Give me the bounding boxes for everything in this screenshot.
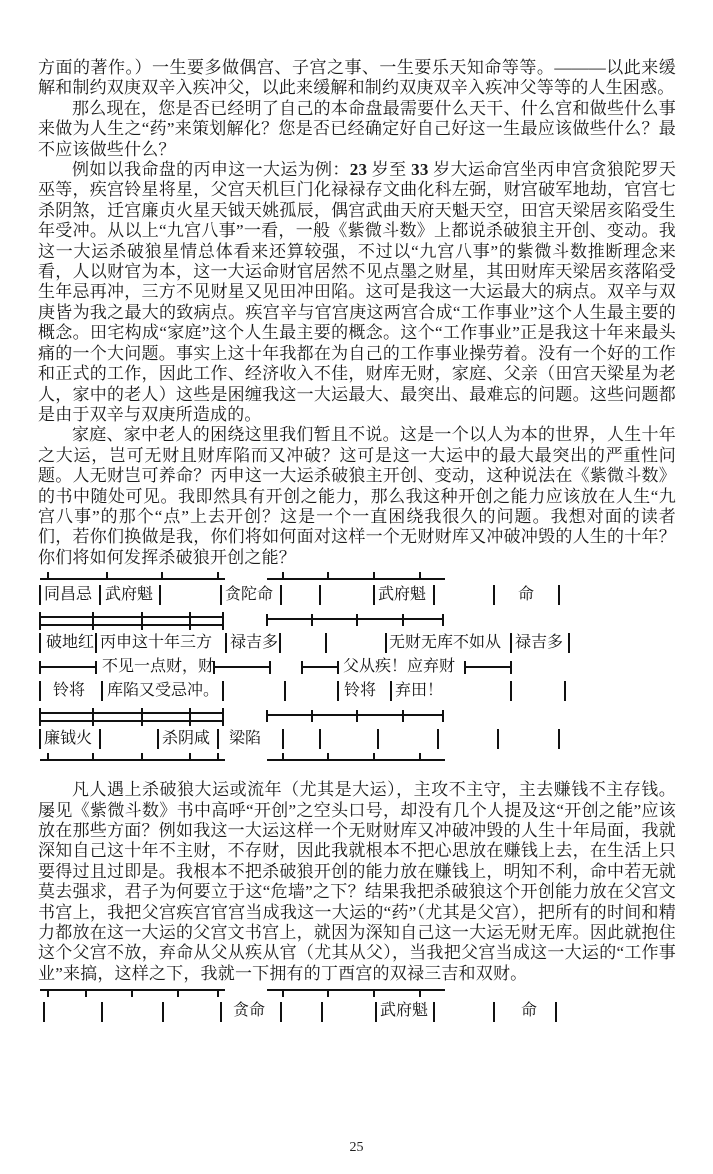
fig1-palace-label: 贪陀命 <box>225 586 274 604</box>
paragraph-1: 方面的著作。）一生要多做偶宫、子宫之事、一生要乐天知命等等。———以此来缓解和制约双庚双辛入疾冲父，以此来缓解和制约双庚双辛入疾冲父等等的人生困惑。 <box>38 58 676 98</box>
page-number: 25 <box>349 1140 364 1155</box>
paragraph-3-intro: 例如以我命盘的丙申这一大运为例： <box>72 160 350 180</box>
age-end-number: 33 <box>411 160 429 180</box>
paragraph-4: 家庭、家中老人的困绕这里我们暂且不说。这是一个以人为本的世界，人生十年之大运，岂可无财且财库陷而又冲破？这可是这一大运中的最大最突出的严重性问题。人无财岂可养命？丙申这一大运杀破狼主开创、变动，这种说法在《紫微斗数》的书中随处可见。我即然具有开创之能力，那么我这种开创之能力应该放在人生“九宫八事”的那个“点”上去开创？这是一个一直困绕我很久的问题。我想对面的读者们，若你们换做是我，你们将如何面对这样一个无财财库又冲破冲毁的人生的十年？你们将如何发挥杀破狼开创之能？ <box>38 425 676 567</box>
fig1-palace-label: 梁陷 <box>229 730 262 748</box>
fig1-palace-label: 铃将 <box>53 682 86 700</box>
figure-2-chart-diagram <box>38 986 638 1030</box>
fig2-palace-label: 命 <box>521 1002 538 1020</box>
fig1-palace-label: 武府魁 <box>378 586 427 604</box>
fig1-center-note: 无财无库不如从 <box>389 634 502 652</box>
fig2-palace-label: 武府魁 <box>380 1002 429 1020</box>
fig1-center-note: 库陷又受忌冲。 <box>107 682 220 700</box>
fig1-palace-label: 杀阴咸 <box>162 730 211 748</box>
fig1-center-note: 丙申这十年三方 <box>100 634 213 652</box>
age-start-number: 23 <box>349 160 368 180</box>
fig1-center-note: 父从疾！应弃财 <box>343 658 456 676</box>
fig1-palace-label: 禄吉多 <box>230 634 279 652</box>
fig1-palace-label: 武府魁 <box>105 586 154 604</box>
fig1-center-note: 弃田！ <box>395 682 444 700</box>
paragraph-3-connector: 岁至 <box>367 160 412 180</box>
fig1-palace-label: 破地红 <box>46 634 95 652</box>
fig2-palace-label: 贪命 <box>233 1002 266 1020</box>
paragraph-5: 凡人遇上杀破狼大运或流年（尤其是大运），主攻不主守，主去赚钱不主存钱。屡见《紫微斗数》书中高呼“开创”之空头口号，却没有几个人提及这“开创之能”应该放在那些方面？例如我这一大运这样一个无财财库又冲破冲毁的人生十年局面，我就深知自己这十年不主财，不存财，因此我就根本不把心思放在赚钱上去，在生活上只要得过且过即是。我根本不把杀破狼开创的能力放在赚钱上，明知不利，命中若无就莫去强求，君子为何要立于这“危墙”之下？结果我把杀破狼这个开创能力放在父宫文书宫上，我把父宫疾宫官宫当成我这一大运的“药”（尤其是父宫），把所有的时间和精力都放在这一大运的父宫文书宫上，就因为深知自己这一大运无财无库。因此就抱住这个父宫不放，弃命从父从疾从官（尤其从父），当我把父宫当成这一大运的“工作事业”来搞，这样之下，我就一下拥有的丁酉宫的双禄三吉和双财。 <box>38 780 676 983</box>
fig1-palace-label: 同昌忌 <box>44 586 93 604</box>
fig1-palace-label: 禄吉多 <box>515 634 564 652</box>
fig1-center-note: 不见一点财，财 <box>102 658 215 676</box>
figure-2-grid-lines <box>38 986 638 1030</box>
fig1-palace-label: 铃将 <box>344 682 377 700</box>
paragraph-2: 那么现在，您是否已经明了自己的本命盘最需要什么天干、什么宫和做些什么事来做为人生之“药”来策划解化？您是否已经确定好自己好这一生最应该做些什么？最不应该做些什么？ <box>38 98 676 159</box>
text-column <box>38 58 676 1030</box>
fig1-palace-label: 廉钺火 <box>44 730 93 748</box>
paragraph-3-body: 岁大运命宫坐丙申宫贪狼陀罗天巫等，疾宫铃星将星，父宫天机巨门化禄禄存文曲化科左弼，财宫破军地劫，官宫七杀阴煞，迁宫廉贞火星天钺天姚孤辰，偶宫武曲天府天魁天空，田宫天梁居亥陷受生年受冲。从以上“九宫八事”一看，一般《紫微斗数》上都说杀破狼主开创、变动。我这一大运杀破狼星情总体看来还算较强，不过以“九宫八事”的紫微斗数推断理念来看，人以财官为本，这一大运命财官居然不见点墨之财星，其田财库天梁居亥落陷受生年忌再冲，三方不见财星又见田冲田陷。这可是我这一大运最大的病点。双辛与双庚皆为我之最大的致病点。疾宫辛与官宫庚这两宫合成“工作事业”这个人生最主要的概念。田宅构成“家庭”这个人生最主要的概念。这个“工作事业”正是我这十年来最头痛的一个大问题。事实上这十年我都在为自己的工作事业操劳着。没有一个好的工作和正式的工作，因此工作、经济收入不佳，财库无财，家庭、父亲（田宫天梁星为老人，家中的老人）这些是困缠我这一大运最大、最突出、最难忘的问题。这些问题都是由于双辛与双庚所造成的。 <box>38 160 677 424</box>
fig1-palace-label: 命 <box>518 586 535 604</box>
paragraph-3 <box>38 160 676 425</box>
figure-1-chart-diagram <box>38 572 638 768</box>
